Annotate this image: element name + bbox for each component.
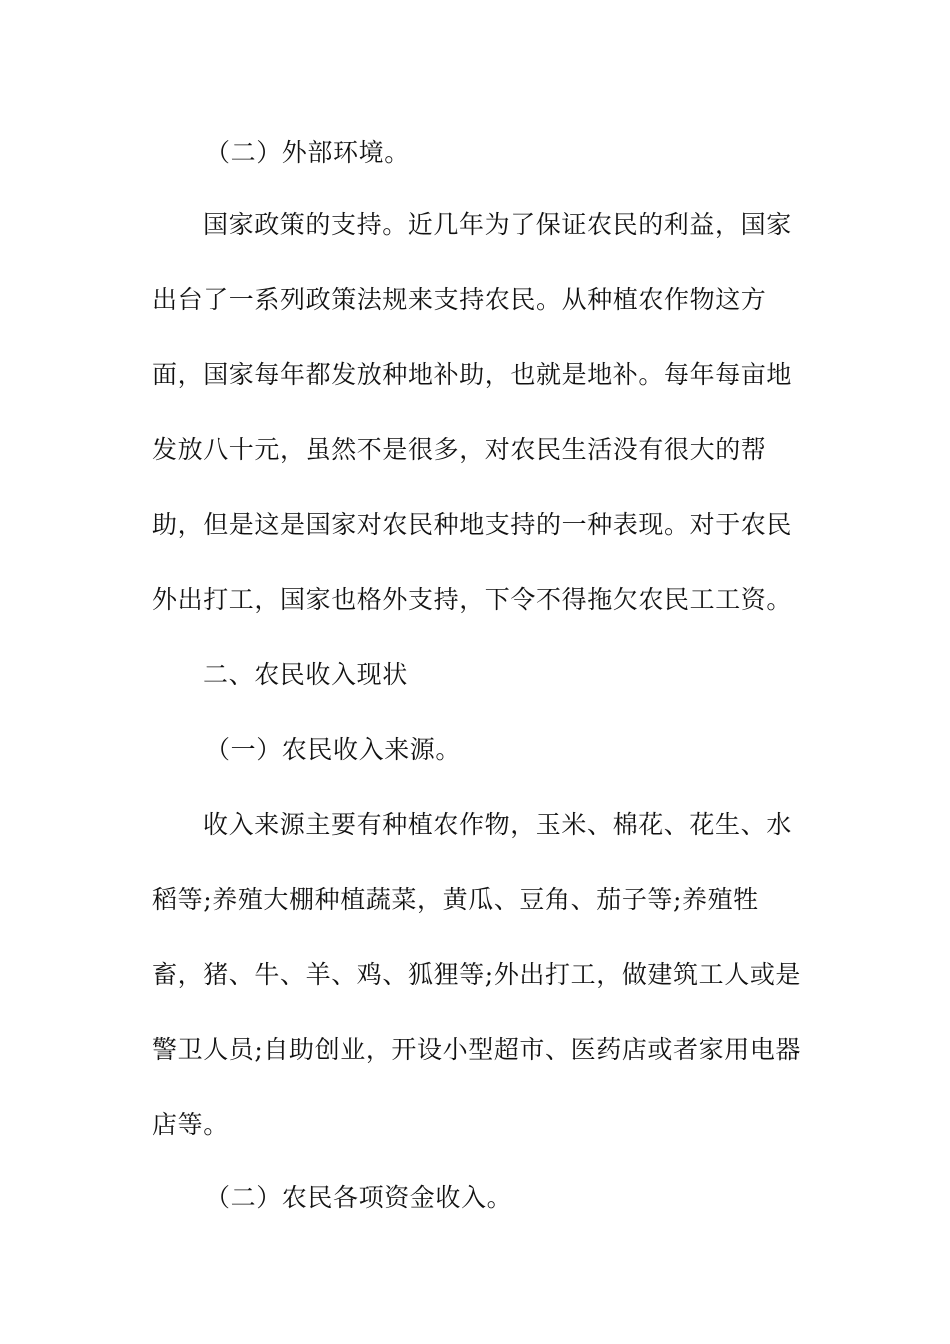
paragraph-line: 稻等;养殖大棚种植蔬菜，黄瓜、豆角、茄子等;养殖牲	[152, 885, 759, 914]
paragraph-line: 助，但是这是国家对农民种地支持的一种表现。对于农民	[152, 510, 793, 539]
subheading-income-sources: （一）农民收入来源。	[205, 735, 462, 764]
paragraph-line: 收入来源主要有种植农作物，玉米、棉花、花生、水	[203, 810, 792, 839]
paragraph-line: 警卫人员;自助创业，开设小型超市、医药店或者家用电器	[152, 1035, 802, 1064]
paragraph-line: 面，国家每年都发放种地补助，也就是地补。每年每亩地	[152, 360, 793, 389]
paragraph-line: 出台了一系列政策法规来支持农民。从种植农作物这方	[152, 285, 767, 314]
section-heading-income-status: 二、农民收入现状	[203, 660, 408, 689]
subheading-income-funds: （二）农民各项资金收入。	[205, 1183, 513, 1212]
paragraph-line: 发放八十元，虽然不是很多，对农民生活没有很大的帮	[152, 435, 767, 464]
paragraph-line: 外出打工，国家也格外支持，下令不得拖欠农民工工资。	[152, 585, 793, 614]
paragraph-line: 国家政策的支持。近几年为了保证农民的利益，国家	[203, 210, 792, 239]
paragraph-line: 畜，猪、牛、羊、鸡、狐狸等;外出打工，做建筑工人或是	[152, 960, 802, 989]
subheading-external-environment: （二）外部环境。	[205, 138, 410, 167]
paragraph-line: 店等。	[152, 1110, 229, 1139]
